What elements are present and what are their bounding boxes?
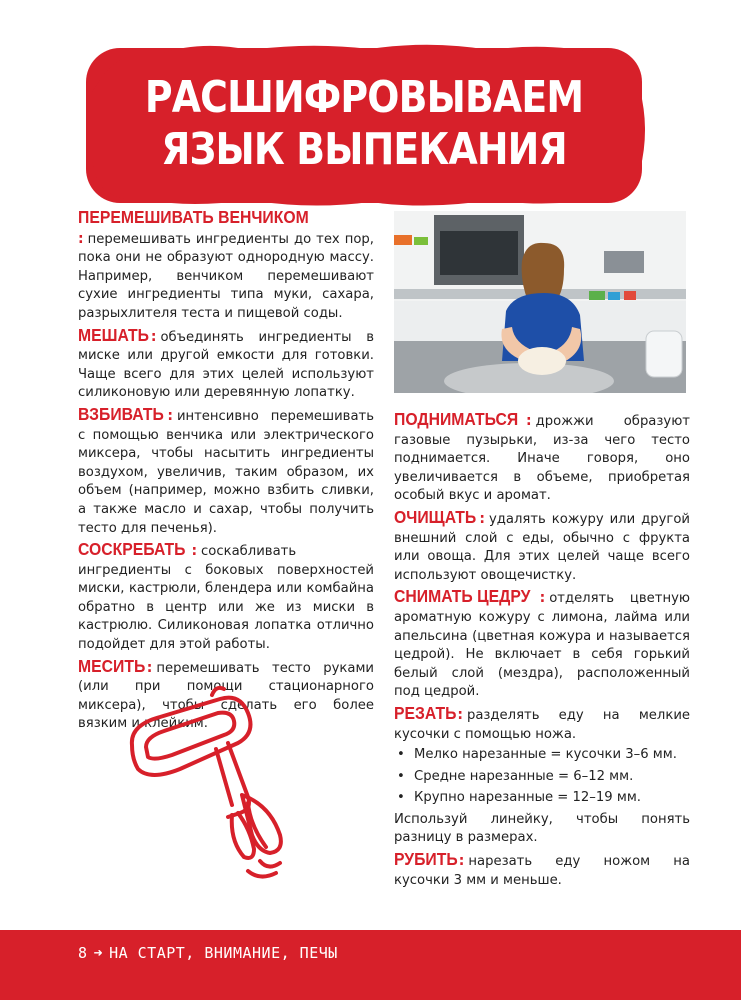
glossary-entry-scrape: СОСКРЕБАТЬ : соскабливать ингредиенты с боковых поверхностей миски, кастрюли, блендера или комбайна обратно в центр или же из миски в кастрюлю. Силиконовая лопатка отлично подойдет для этой работы. [78,539,374,653]
term: СНИМАТЬ ЦЕДРУ [394,586,531,607]
term: СОСКРЕБАТЬ [78,539,186,560]
term: МЕШАТЬ [78,324,149,345]
term: ОЧИЩАТЬ [394,506,477,527]
glossary-entry-peel: ОЧИЩАТЬ : удалять кожуру или другой внешний слой с еды, обычно с фрукта или овоща. Для этих целей чаще всего используют овощечистку. [394,506,690,583]
definition: удалять кожуру или другой внешний слой с еды, обычно с фрукта или овоща. Для этих целей чаще всего используют овощечистку. [394,511,690,583]
term: РЕЗАТЬ [394,702,457,723]
term: РУБИТЬ [394,849,458,870]
glossary-entry-stir: МЕШАТЬ : объединять ингредиенты в миске или другой емкости для готовки. Чаще всего для этих целей используют силиконовую или деревянную лопатку. [78,324,374,401]
glossary-entry-chop: РУБИТЬ: нарезать еду ножом на кусочки 3 мм и меньше. [394,849,690,888]
term: ПЕРЕМЕШИВАТЬ ВЕНЧИКОМ [78,207,309,227]
glossary-entry-cut: РЕЗАТЬ: разделять еду на мелкие кусочки с помощью ножа. [394,702,690,742]
definition: нарезать еду ножом на кусочки 3 мм и меньше. [394,854,690,888]
left-column [78,208,374,736]
definition: отделять цветную ароматную кожуру с лимона, лайма или апельсина (цветная кожура и называется цедрой). Не включает в себя горький белый слой (мездра), расположенный под цедрой. [394,591,690,700]
page-title-line-1: РАСШИФРОВЫВАЕМ [144,72,584,123]
list-item: • Мелко нарезанные = кусочки 3–6 мм. [397,747,677,763]
glossary-entry-whisk: ПЕРЕМЕШИВАТЬ ВЕНЧИКОМ: перемешивать ингредиенты до тех пор, пока они не образуют однородную массу. Например, венчиком перемешивают сухие ингредиенты типа муки, сахара, разрыхлителя теста и пищевой соды. [78,207,374,321]
definition: перемешивать тесто руками (или при помощи стационарного миксера), чтобы сделать его более вязким и клейким. [78,660,374,732]
definition: перемешивать ингредиенты до тех пор, пока они не образуют однородную массу. Например, венчиком перемешивают сухие ингредиенты типа муки, сахара, разрыхлителя теста и пищевой соды. [78,231,374,321]
page-title-line-2: ЯЗЫК ВЫПЕКАНИЯ [161,124,567,175]
glossary-entry-beat: ВЗБИВАТЬ : интенсивно перемешивать с помощью венчика или электрического миксера, чтобы насытить ингредиенты воздухом, увеличив, таким образом, их объем (например, можно взбить сливки, а также масло и сахар, чтобы получить тесто для печенья). [78,403,374,536]
definition: интенсивно перемешивать с помощью венчика или электрического миксера, чтобы насытить ингредиенты воздухом, увеличив, таким образом, их объем (например, можно взбить сливки, а также масло и сахар, чтобы получить тесто для печенья). [78,408,374,536]
glossary-entry-rise: ПОДНИМАТЬСЯ : дрожжи образуют газовые пузырьки, из-за чего тесто поднимается. Иначе говоря, оно увеличивается в объеме, приобретая особый вкус и аромат. [394,409,690,504]
definition: дрожжи образуют газовые пузырьки, из-за чего тесто поднимается. Иначе говоря, оно увеличивается в объеме, приобретая особый вкус и аромат. [394,414,690,504]
girl-kneading-dough-photo [394,211,686,393]
glossary-entry-knead: МЕСИТЬ: перемешивать тесто руками (или при помощи стационарного миксера), чтобы сделать его более вязким и клейким. [78,655,374,732]
right-column [394,410,690,892]
page-title [125,72,603,176]
page-footer [0,930,741,1000]
term: МЕСИТЬ [78,655,146,676]
term: ПОДНИМАТЬСЯ [394,409,519,429]
definition: объединять ингредиенты в миске или другой емкости для готовки. Чаще всего для этих целей используют силиконовую или деревянную лопатку. [78,329,374,401]
arrow-icon: ➜ [93,944,104,962]
list-item: • Средне нарезанные = 6–12 мм. [397,768,634,784]
cut-size-list [394,746,690,808]
footer-text [78,944,338,962]
definition: разделять еду на мелкие кусочки с помощью ножа. [394,707,690,742]
glossary-entry-zest: СНИМАТЬ ЦЕДРУ : отделять цветную ароматную кожуру с лимона, лайма или апельсина (цветная кожура и называется цедрой). Не включает в себя горький белый слой (мездра), расположенный под цедрой. [394,586,690,700]
cut-note: Используй линейку, чтобы понять разницу в размерах. [394,811,690,846]
list-item: • Крупно нарезанные = 12–19 мм. [397,790,641,806]
page-number: 8 [78,944,88,962]
hand-mixer-illustration [120,685,320,885]
definition: соскабливать ингредиенты с боковых поверхностей миски, кастрюли, блендера или комбайна обратно в центр или же из миски в кастрюлю. Силиконовая лопатка отлично подойдет для этой работы. [78,544,374,653]
section-title: НА СТАРТ, ВНИМАНИЕ, ПЕЧЫ [109,944,338,962]
term: ВЗБИВАТЬ [78,403,164,424]
